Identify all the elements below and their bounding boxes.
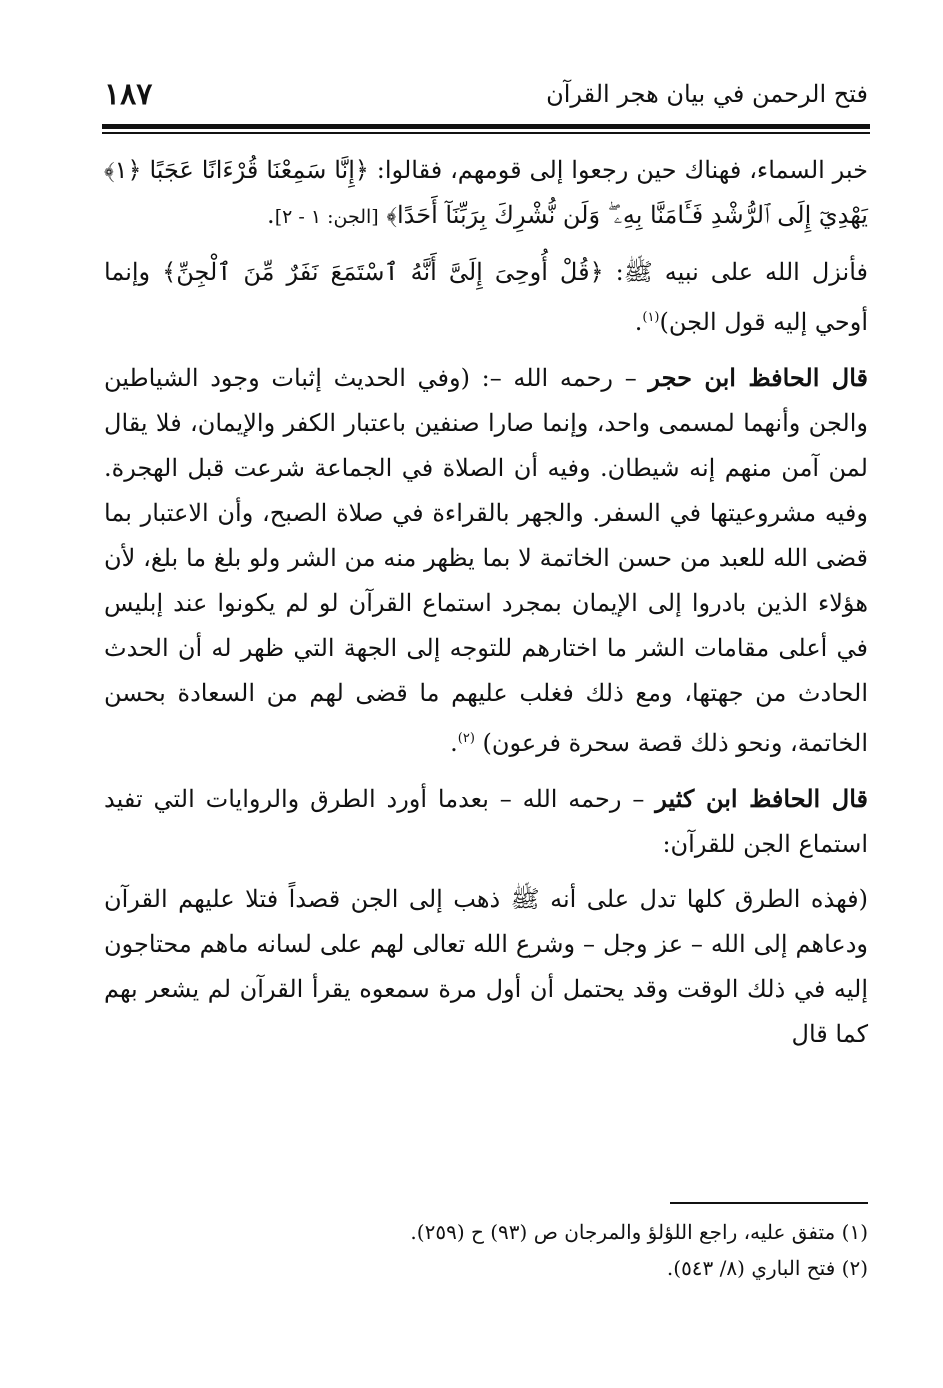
footnote-divider	[670, 1202, 868, 1204]
paragraph-1-text: خبر السماء، فهناك حين رجعوا إلى قومهم، فقالوا:	[368, 156, 868, 184]
paragraph-1-end: .	[267, 201, 275, 229]
paragraph-5	[104, 877, 868, 1057]
footnote-ref-2: (٢)	[457, 731, 475, 746]
paragraph-3-text: – رحمه الله –: (وفي الحديث إثبات وجود الشياطين والجن وأنهما لمسمى واحد، وإنما صارا صنفين باعتبار الكفر والإيمان، فلا يقال لمن آمن منهم إنه شيطان. وفيه أن الصلاة في الجماعة شرعت قبل الهجرة. وفيه مشروعيتها في السفر. والجهر بالقراءة في صلاة الصبح، وأن الاعتبار بما قضى الله للعبد من حسن الخاتمة لا بما يظهر منه من الشر ولو بلغ ما بلغ، لأن هؤلاء الذين بادروا إلى الإيمان بمجرد استماع القرآن لو لم يكونوا عند إبليس في أعلى مقامات الشر ما اختارهم للتوجه إلى الجهة التي ظهر له أن الحدث الحادث من جهتها، ومع ذلك فغلب عليهم ما قضى لهم من السعادة بحسن الخاتمة، ونحو ذلك قصة سحرة فرعون)	[104, 364, 869, 757]
header-rule-thin	[102, 132, 870, 134]
paragraph-5-text: (فهذه الطرق كلها تدل على أنه ﷺ ذهب إلى الجن قصداً فتلا عليهم القرآن ودعاهم إلى الله – عز وجل – وشرع الله تعالى لهم على لسانه ماهم محتاجون إليه في ذلك الوقت وقد يحتمل أن أول مرة سمعوه يقرأ القرآن لم يشعر بهم كما قال	[104, 885, 868, 1048]
speaker-ibn-hajar: قال الحافظ ابن حجر	[648, 363, 868, 392]
running-header	[104, 70, 868, 118]
header-rule-thick	[102, 124, 870, 129]
footnote-1: (١) متفق عليه، راجع اللؤلؤ والمرجان ص (٩٣) ح (٢٥٩).	[410, 1220, 868, 1244]
paragraph-2	[104, 250, 868, 345]
footnote-ref-1: (١)	[642, 310, 660, 325]
speaker-ibn-kathir: قال الحافظ ابن كثير	[655, 784, 868, 813]
paragraph-3-end: .	[450, 729, 458, 757]
main-text	[104, 148, 868, 1067]
ayah-close-bracket: ﴾	[386, 201, 397, 229]
paragraph-2-text-a: فأنزل الله على نبيه ﷺ:	[603, 258, 869, 286]
verse-reference: [الجن: ١ - ٢]	[274, 206, 379, 228]
quran-verse: قُلْ أُوحِىَ إِلَىَّ أَنَّهُ ٱسْتَمَعَ نَفَرٌ مِّنَ ٱلْجِنِّ	[176, 258, 590, 286]
paragraph-4	[104, 776, 868, 867]
paragraph-2-text-b: وإنما أوحي إليه قول الجن)	[104, 258, 868, 336]
page-number: ١٨٧	[104, 76, 153, 112]
paragraph-2-end: .	[634, 308, 643, 336]
ayah-close-bracket: ﴾	[162, 258, 177, 286]
book-title: فتح الرحمن في بيان هجر القرآن	[546, 80, 868, 108]
quran-verse: إِنَّا سَمِعْنَا قُرْءَانًا عَجَبًا ﴿١﴾ يَهْدِيٓ إِلَى ٱلرُّشْدِ فَـَٔامَنَّا بِهِۦ ۖ وَلَن نُّشْرِكَ بِرَبِّنَآ أَحَدًا	[104, 156, 868, 229]
paragraph-4-text: – رحمه الله – بعدما أورد الطرق والروايات التي تفيد استماع الجن للقرآن:	[104, 785, 868, 858]
ayah-open-bracket: ﴿	[589, 258, 604, 286]
paragraph-1	[104, 148, 868, 240]
footnotes	[300, 1214, 868, 1286]
paragraph-3	[104, 355, 868, 766]
ayah-open-bracket: ﴿	[354, 156, 369, 184]
footnote-2: (٢) فتح الباري (٨/ ٥٤٣).	[666, 1256, 868, 1280]
